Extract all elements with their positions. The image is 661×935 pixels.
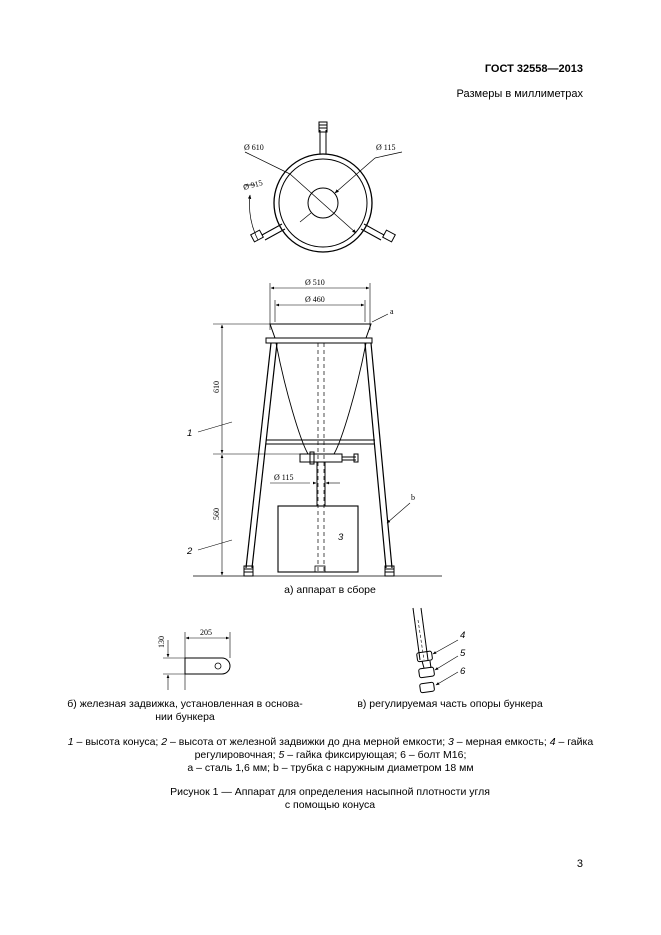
legend-n4: 4 [549, 736, 556, 748]
caption-b-line2: нии бункера [155, 711, 215, 723]
side-label-1: 1 [187, 428, 193, 439]
figure-title-line1: Рисунок 1 — Аппарат для определения насыпной плотности угля [170, 786, 490, 798]
side-label-3: 3 [338, 532, 344, 543]
side-label-2: 2 [187, 546, 193, 557]
legend-line-3: а – сталь 1,6 мм; b – трубка с наружным диаметром 18 мм [187, 762, 474, 774]
leg-label-6: 6 [460, 666, 466, 677]
legend-lines-1-2 [48, 736, 613, 762]
legend-n3: 3 [448, 736, 454, 748]
top-d115: Ø 115 [376, 143, 396, 152]
top-d610: Ø 610 [244, 143, 264, 152]
side-view [193, 283, 442, 576]
leg-label-5: 5 [460, 648, 466, 659]
gate-detail [163, 632, 230, 690]
top-d915: Ø 915 [242, 178, 264, 192]
caption-v: в) регулируемая часть опоры бункера [357, 698, 543, 710]
caption-b [50, 698, 320, 724]
legend-n5: 5 [278, 749, 285, 761]
side-label-a: a [390, 307, 394, 316]
standard-code: ГОСТ 32558—2013 [484, 63, 583, 75]
side-label-b: b [411, 493, 415, 502]
gate-h130: 130 [157, 636, 166, 648]
gate-w205: 205 [200, 628, 212, 637]
leg-detail [413, 608, 458, 693]
caption-b-line1: б) железная задвижка, установленная в основа- [67, 698, 303, 710]
side-d510: Ø 510 [305, 278, 325, 287]
legend-t1: – высота конуса; [73, 736, 162, 748]
side-h560: 560 [212, 508, 221, 520]
side-d460: Ø 460 [305, 295, 325, 304]
legend-t3: – мерная емкость; [453, 736, 550, 748]
top-view [244, 122, 402, 252]
legend-t4: – гайка регулировочная; [194, 736, 594, 761]
figure-legend [48, 736, 613, 775]
caption-a: а) аппарат в сборе [284, 584, 376, 596]
legend-t2: – высота от железной задвижки до дна мерной емкости; [167, 736, 449, 748]
side-h610: 610 [212, 381, 221, 393]
figure-title [100, 786, 560, 812]
legend-n2: 2 [161, 736, 168, 748]
units-note: Размеры в миллиметрах [456, 88, 583, 100]
side-d115: Ø 115 [274, 473, 294, 482]
figure-title-line2: с помощью конуса [284, 799, 376, 811]
page-number: 3 [576, 858, 583, 870]
leg-label-4: 4 [460, 630, 466, 641]
legend-t5: – гайка фиксирующая; 6 – болт М16; [284, 749, 467, 761]
legend-n1: 1 [67, 736, 74, 748]
